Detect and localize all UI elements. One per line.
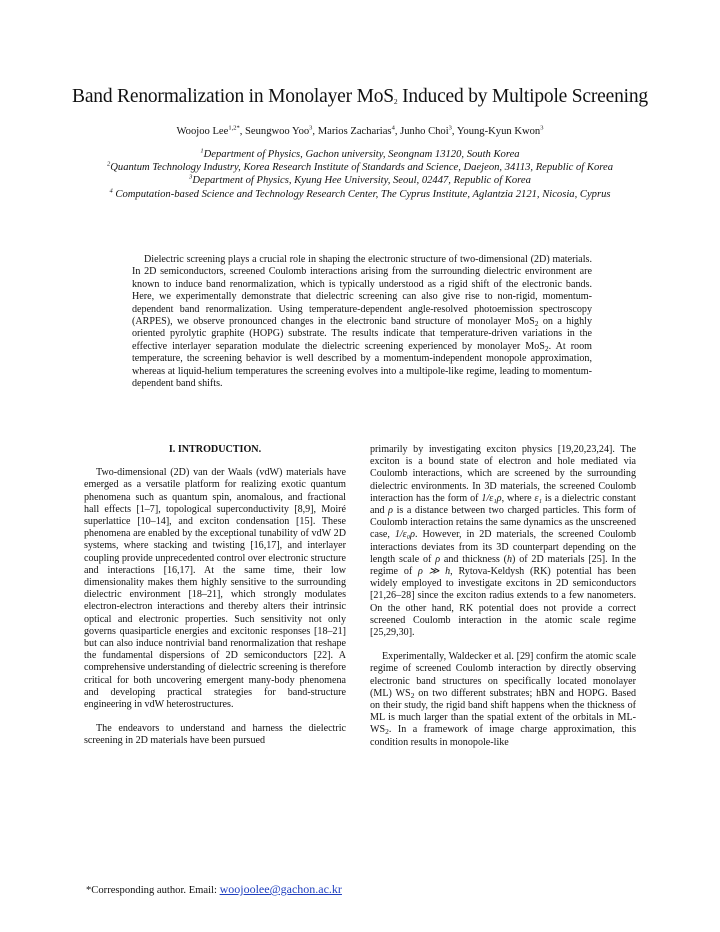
abstract: Dielectric screening plays a crucial role in shaping the electronic structure of two-dimensional (2D) materials. In 2D semiconductors, screened Coulomb interactions arising from the surrounding dielectric environment are known to induce band renormalization, which is typically understood as a rigid shift of the electronic bands. Here, we experimentally demonstrate that dielectric screening can also give rise to non-rigid, momentum-dependent band renormalization. Using temperature-dependent angle-resolved photoemission spectroscopy (ARPES), we observe pronounced changes in the electronic band structure of monolayer MoS$_2$ on a highly oriented pyrolytic graphite (HOPG) substrate. The results indicate that temperature-driven variations in the effective interlayer separation modulate the dielectric screening experienced by monolayer MoS$_2$. At room temperature, the screening behavior is well described by a momentum-independent monopole approximation, whereas at liquid-helium temperatures the screening evolves into a multipole-like regime, leading to momentum-dependent band shifts. — [132, 254, 592, 390]
author: Young-Kyun Kwon$^3$ — [456, 124, 544, 137]
paragraph: The endeavors to understand and harness the dielectric screening in 2D materials have been pursued — [84, 723, 346, 747]
section-heading-introduction: I. INTRODUCTION. — [168, 444, 262, 455]
title-subscript: 2 — [393, 97, 398, 106]
paragraph: Experimentally, Waldecker et al. [29] confirm the atomic scale regime of screened Coulomb interaction by directly observing electronic band structures on specifically located monolayer (ML) $WS_2$ on two different substrates; hBN and HOPG. Based on their study, the rigid band shift happens when the thickness of ML is much larger than the spatial extent of the orbitals in $ML-WS_2$. In a framework of image charge approximation, this condition results in monopole-like — [370, 651, 636, 748]
formula: 1/ε₁ρ — [481, 492, 502, 504]
formula: ε₁ — [534, 492, 543, 504]
email-link[interactable]: woojoolee@gachon.ac.kr — [219, 882, 342, 896]
corresponding-author-footnote — [86, 882, 342, 897]
affiliation: $^1$Department of Physics, Gachon university, Seongnam 13120, South Korea — [200, 147, 520, 160]
affiliations — [88, 148, 632, 201]
right-column — [370, 444, 636, 749]
formula: ρ — [388, 505, 393, 517]
author-list — [40, 126, 680, 137]
affiliation: $^3$Department of Physics, Kyung Hee University, Seoul, 02447, Republic of Korea — [189, 173, 531, 187]
author: Junho Choi$^3$, — [400, 124, 457, 137]
affiliation: $^2$Quantum Technology Industry, Korea Research Institute of Standards and Science, Daejeon, 34113, Republic of Korea — [107, 160, 613, 174]
title-text-end: Induced by Multipole Screening — [397, 86, 648, 107]
formula: ρ — [435, 553, 441, 565]
formula: h — [506, 553, 513, 565]
left-column — [84, 444, 346, 748]
footnote-label: *Corresponding author. Email: — [86, 885, 220, 896]
formula: ρ ≫ h — [418, 566, 451, 578]
formula: 1/ε₀ρ — [394, 529, 415, 541]
title-text: Band Renormalization in Monolayer MoS — [72, 86, 394, 107]
affiliation: $^4$ Computation-based Science and Technology Research Center, The Cyprus Institute, Aglantzia 2121, Nicosia, Cyprus — [109, 187, 611, 200]
author: Marios Zacharias$^4$, — [317, 124, 401, 137]
paragraph: Two-dimensional (2D) van der Waals (vdW) materials have emerged as a versatile platform for realizing exotic quantum phenomena such as quantum spin, anomalous, and fractional hall effects [1–7], topological superconductivity [8,9], Moiré superlattice [10–14], and exciton condensation [15]. These phenomena are enabled by the exceptional tunability of vdW 2D systems, where stacking and twisting [16,17], and interlayer coupling provide unprecedented control over electronic structure and interactions [16,17]. At the same time, their low dimensionality makes them highly sensitive to the surrounding dielectric environment [18–21], which strongly modulates electron-electron interactions and thereby alters their intrinsic optical and electronic properties. Such sensitivity not only governs quasiparticle energies and excitonic responses [18–21] but can also induce nontrivial band renormalization that reshape the fundamental dispersions of 2D semiconductors [22]. A comprehensive understanding of dielectric screening is therefore critical for both uncovering emergent many-body phenomena and developing practical strategies for band-structure engineering in vdW heterostructures. — [84, 467, 346, 711]
paper-title — [40, 86, 680, 108]
paragraph: primarily by investigating exciton physics [19,20,23,24]. The exciton is a bound state of electron and hole mediated via Coulomb interactions, which are screened by the surrounding dielectric environments. In 3D materials, the screened Coulomb interaction has the form of 1/ε₁ρ, where ε₁ is a dielectric constant and ρ is a distance between two charged particles. This form of Coulomb interaction retains the same dynamics as the unscreened case, 1/ε₀ρ. However, in 2D materials, the screened Coulomb interactions deviates from its 3D counterpart depending on the length scale of ρ and thickness (h) of 2D materials [25]. In the regime of ρ ≫ h, Rytova-Keldysh (RK) potential has been widely employed to investigate excitons in 2D semiconductors [21,26–28] since the exciton radius extends to a few nanometers. On the other hand, RK potential does not provide a correct screened Coulomb interaction in the atomic scale regime [25,29,30]. — [370, 444, 636, 639]
author: Seungwoo Yoo$^3$, — [245, 124, 318, 137]
author: Woojoo Lee$^{1,2*}$, — [176, 124, 245, 137]
